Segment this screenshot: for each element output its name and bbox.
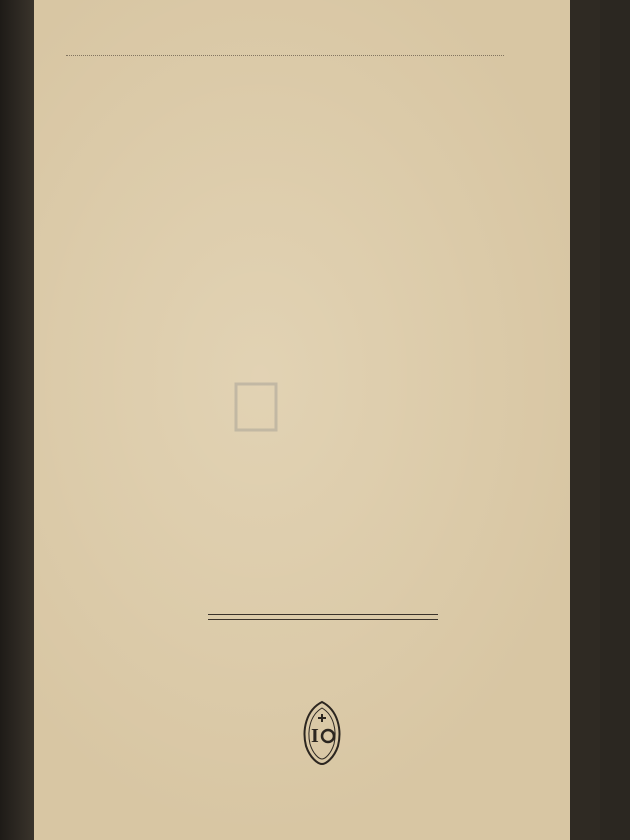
watermark-logo (232, 380, 402, 441)
book-binding-edge (0, 0, 34, 840)
imprint-top-rule (208, 614, 438, 615)
dot-leader (66, 54, 504, 56)
page-right-edge (570, 0, 600, 840)
imprint-bottom-rule (208, 619, 438, 620)
svg-text:I: I (311, 725, 319, 747)
imprint-block (208, 610, 438, 624)
publisher-emblem-icon (300, 700, 344, 771)
table-of-contents (62, 24, 532, 73)
toc-entry-introducere (62, 54, 532, 59)
